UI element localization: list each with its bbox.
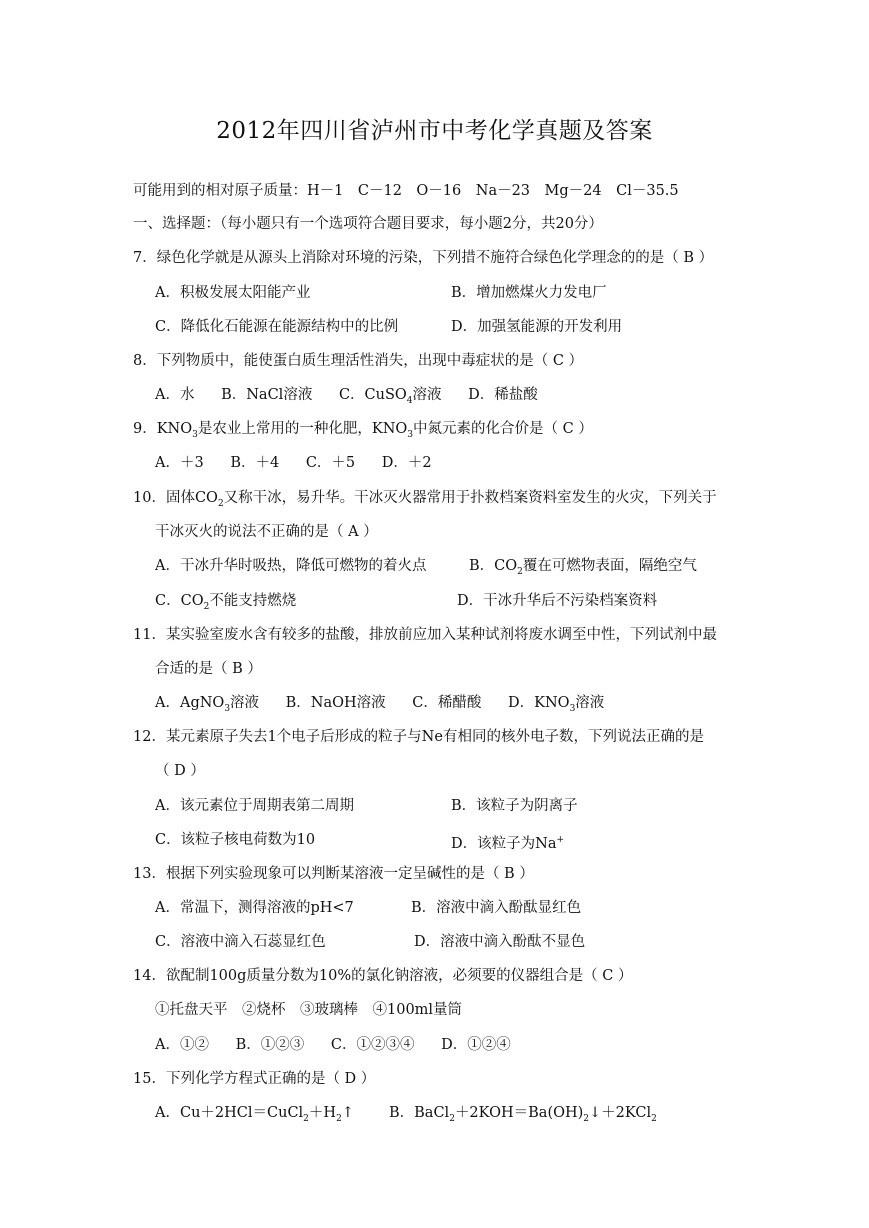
question-13-options-row-1	[155, 898, 755, 918]
option-a: A．水	[155, 387, 195, 403]
option-a: A．常温下，测得溶液的pH<7	[155, 900, 354, 916]
question-7-options-row-2	[155, 317, 755, 337]
page-title: 2012年四川省泸州市中考化学真题及答案	[216, 118, 653, 144]
option-c: C．该粒子核电荷数为10	[155, 832, 316, 848]
option-d: D．稀盐酸	[468, 387, 538, 403]
option-b: B．NaCl溶液	[221, 387, 313, 403]
option-c: C．稀醋酸	[412, 695, 482, 711]
option-a: A．AgNO$_3$溶液	[155, 695, 260, 714]
question-12-stem-line-2: （ D ）	[155, 763, 205, 779]
section-heading: 一、选择题：（每小题只有一个选项符合题目要求，每小题2分，共20分）	[133, 216, 603, 232]
question-7-stem: 7．绿色化学就是从源头上消除对环境的污染，下列措不施符合绿色化学理念的的是（ B ）	[133, 250, 714, 266]
option-d: D．干冰升华后不污染档案资料	[457, 593, 658, 609]
question-10-options-row-1	[155, 556, 775, 576]
option-c: C．①②③④	[330, 1037, 415, 1053]
option-b: B．$CO_2$覆在可燃物表面，隔绝空气	[469, 558, 697, 577]
option-d: D．该粒子为Na+	[451, 835, 565, 852]
option-c: C．溶液中滴入石蕊显红色	[155, 934, 326, 950]
option-b: B．增加燃煤火力发电厂	[451, 285, 607, 301]
question-9-options	[155, 453, 432, 473]
option-b: B．$BaCl_2+2KOH=Ba(OH)_2↓+2KCl_2$	[389, 1105, 657, 1124]
option-b: B．该粒子为阴离子	[451, 798, 578, 814]
question-12-options-row-1	[155, 796, 755, 816]
option-a: A．积极发展太阳能产业	[155, 285, 311, 301]
question-9-stem: 9．$KNO_3$是农业上常用的一种化肥，$KNO_3$中氮元素的化合价是（ C ）	[133, 421, 593, 440]
option-d: D．＋2	[381, 455, 432, 471]
question-8-stem: 8．下列物质中，能使蛋白质生理活性消失，出现中毒症状的是（ C ）	[133, 353, 584, 369]
option-c: C．降低化石能源在能源结构中的比例	[155, 319, 399, 335]
option-d: D．加强氢能源的开发利用	[451, 319, 623, 335]
option-a: A．干冰升华时吸热，降低可燃物的着火点	[155, 558, 427, 574]
question-10-stem-line-2: 干冰灭火的说法不正确的是（ A ）	[155, 524, 378, 540]
option-b: B．＋4	[230, 455, 280, 471]
question-12-stem-line-1: 12．某元素原子失去1个电子后形成的粒子与Ne有相同的核外电子数，下列说法正确的是	[133, 729, 704, 745]
question-14-options	[155, 1035, 511, 1055]
option-a: A．①②	[155, 1037, 209, 1053]
option-c: C．CuSO$_4$溶液	[338, 387, 442, 406]
question-10-options-row-2	[155, 591, 775, 617]
question-14-stem: 14．欲配制100g质量分数为10%的氯化钠溶液，必须要的仪器组合是（ C ）	[133, 968, 633, 984]
question-11-stem-line-1: 11．某实验室废水含有较多的盐酸，排放前应加入某种试剂将废水调至中性，下列试剂中最	[133, 627, 717, 643]
question-15-options-row-1	[155, 1103, 775, 1129]
question-13-stem: 13．根据下列实验现象可以判断某溶液一定呈碱性的是（ B ）	[133, 866, 534, 882]
option-d: D．①②④	[441, 1037, 511, 1053]
atomic-masses-line: 可能用到的相对原子质量：H－1 C－12 O－16 Na－23 Mg－24 Cl－35.5	[133, 183, 679, 199]
option-d: D．溶液中滴入酚酞不显色	[414, 934, 586, 950]
question-14-items: ①托盘天平 ②烧杯 ③玻璃棒 ④100ml量筒	[155, 1002, 463, 1018]
option-a: A．＋3	[155, 455, 204, 471]
question-13-options-row-2	[155, 932, 755, 952]
question-10-stem-line-1: 10．固体$CO_2$又称干冰，易升华。干冰灭火器常用于扑救档案资料室发生的火灾，下列关于	[133, 490, 717, 509]
option-c: C．$CO_2$不能支持燃烧	[155, 593, 297, 612]
option-b: B．溶液中滴入酚酞显红色	[411, 900, 582, 916]
question-15-stem: 15．下列化学方程式正确的是（ D ）	[133, 1071, 376, 1087]
option-d: D．$KNO_3$溶液	[508, 695, 605, 714]
option-a: A．$Cu+2HCl=CuCl_2+H_2↑$	[155, 1105, 354, 1124]
option-a: A．该元素位于周期表第二周期	[155, 798, 354, 814]
question-11-stem-line-2: 合适的是（ B ）	[155, 661, 262, 677]
question-8-options	[155, 385, 538, 411]
question-7-options-row-1	[155, 283, 755, 303]
option-b: B．NaOH溶液	[285, 695, 386, 711]
question-12-options-row-2	[155, 830, 755, 850]
option-b: B．①②③	[235, 1037, 305, 1053]
question-11-options	[155, 693, 604, 719]
option-c: C．＋5	[305, 455, 356, 471]
